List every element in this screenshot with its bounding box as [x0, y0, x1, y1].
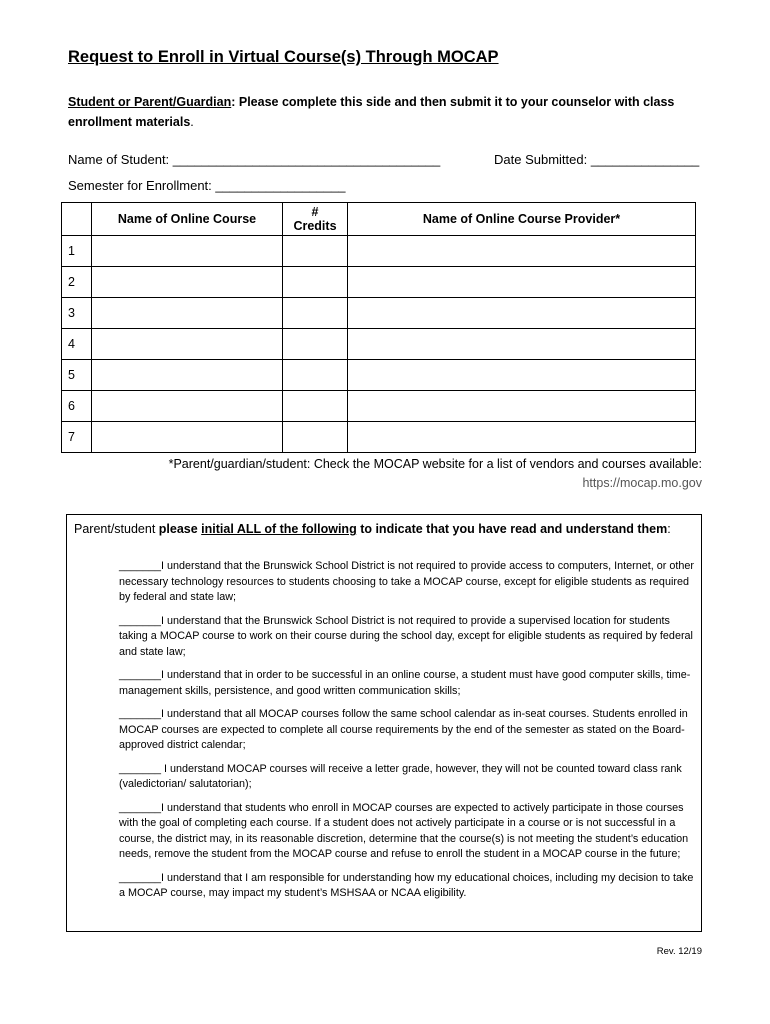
row-number: 6	[62, 391, 92, 422]
course-name-cell[interactable]	[92, 298, 283, 329]
credits-cell[interactable]	[283, 298, 348, 329]
acknowledgment-item-location[interactable]: _______I understand that the Brunswick School District is not required to provide a supervised location for students taking a MOCAP course to work on their course during the school day, except for eligible students as required by federal and state law;	[119, 614, 693, 658]
acknowledgment-item-eligibility[interactable]: _______I understand that I am responsible for understanding how my educational choices, including my decision to take a MOCAP course, may impact my student’s MSHSAA or NCAA eligibility.	[119, 871, 694, 899]
acknowledgment-list	[119, 559, 697, 910]
acknowledgment-box	[66, 514, 702, 932]
credits-cell[interactable]	[283, 360, 348, 391]
table-row	[62, 298, 696, 329]
table-row	[62, 267, 696, 298]
provider-cell[interactable]	[348, 360, 696, 391]
acknowledgment-item-computers[interactable]: _______I understand that the Brunswick School District is not required to provide access to computers, Internet, or other necessary technology resources to students choosing to take a MOCAP course, except for eligible students as required by federal and state law;	[119, 560, 694, 603]
acknowledgment-heading	[74, 522, 671, 536]
mocap-link[interactable]: https://mocap.mo.gov	[582, 476, 702, 490]
intro-period: .	[190, 115, 194, 129]
intro-instructions	[68, 92, 708, 132]
semester-field[interactable]: Semester for Enrollment: __________________	[68, 178, 346, 193]
acknowledgment-item-participation[interactable]: _______I understand that students who enroll in MOCAP courses are expected to actively participate in those courses with the goal of completing each course. If a student does not actively participate in a course or is not successful in a course, the district may, in its reasonable discretion, determine that the course(s) is not meeting the student’s education needs, remove the student from the MOCAP course and refuse to enroll the student in a MOCAP course in the future;	[119, 801, 689, 860]
heading-colon: :	[667, 522, 671, 536]
row-number: 1	[62, 236, 92, 267]
table-row	[62, 329, 696, 360]
course-name-cell[interactable]	[92, 391, 283, 422]
note-text: *Parent/guardian/student: Check the MOCAP website for a list of vendors and courses available:	[168, 457, 702, 471]
heading-prefix: Parent/student	[74, 522, 159, 536]
heading-underlined: initial ALL of the following	[201, 522, 357, 536]
col-header-course: Name of Online Course	[92, 203, 283, 236]
col-header-provider: Name of Online Course Provider*	[348, 203, 696, 236]
row-number: 2	[62, 267, 92, 298]
provider-cell[interactable]	[348, 329, 696, 360]
provider-cell[interactable]	[348, 236, 696, 267]
page-title: Request to Enroll in Virtual Course(s) Through MOCAP	[68, 48, 499, 66]
revision-label: Rev. 12/19	[656, 946, 702, 957]
acknowledgment-item-calendar[interactable]: _______I understand that all MOCAP courses follow the same school calendar as in-seat courses. Students enrolled in MOCAP courses are expected to complete all course requirements by the end of the semester as stated on the Board-approved district calendar;	[119, 708, 688, 751]
provider-cell[interactable]	[348, 298, 696, 329]
credits-cell[interactable]	[283, 422, 348, 453]
provider-cell[interactable]	[348, 422, 696, 453]
mocap-website-note	[169, 455, 702, 493]
table-row	[62, 422, 696, 453]
credits-cell[interactable]	[283, 329, 348, 360]
col-header-credits: # Credits	[283, 203, 348, 236]
credits-cell[interactable]	[283, 267, 348, 298]
heading-suffix: to indicate that you have read and understand them	[356, 522, 668, 536]
col-header-number	[62, 203, 92, 236]
course-table	[61, 202, 696, 453]
heading-bold: please	[158, 522, 202, 536]
course-name-cell[interactable]	[92, 329, 283, 360]
intro-audience: Student or Parent/Guardian	[68, 95, 232, 109]
course-name-cell[interactable]	[92, 267, 283, 298]
date-submitted-field[interactable]: Date Submitted: _______________	[494, 152, 700, 167]
course-name-cell[interactable]	[92, 360, 283, 391]
table-row	[62, 360, 696, 391]
course-table-header	[62, 203, 696, 236]
credits-cell[interactable]	[283, 391, 348, 422]
credits-cell[interactable]	[283, 236, 348, 267]
course-name-cell[interactable]	[92, 236, 283, 267]
provider-cell[interactable]	[348, 267, 696, 298]
acknowledgment-item-grading[interactable]: _______ I understand MOCAP courses will receive a letter grade, however, they will not be counted toward class rank (valedictorian/ salutatorian);	[119, 762, 682, 790]
table-row	[62, 391, 696, 422]
acknowledgment-item-skills[interactable]: _______I understand that in order to be successful in an online course, a student must have good computer skills, time-management skills, persistence, and good written communication skills;	[119, 669, 691, 697]
row-number: 7	[62, 422, 92, 453]
row-number: 5	[62, 360, 92, 391]
student-name-field[interactable]: Name of Student: _____________________________________	[68, 152, 441, 167]
row-number: 4	[62, 329, 92, 360]
course-name-cell[interactable]	[92, 422, 283, 453]
intro-text: Please complete this side and then submit it to your counselor with class enrollment materials	[68, 95, 675, 129]
intro-colon: :	[231, 95, 236, 109]
table-row	[62, 236, 696, 267]
row-number: 3	[62, 298, 92, 329]
provider-cell[interactable]	[348, 391, 696, 422]
